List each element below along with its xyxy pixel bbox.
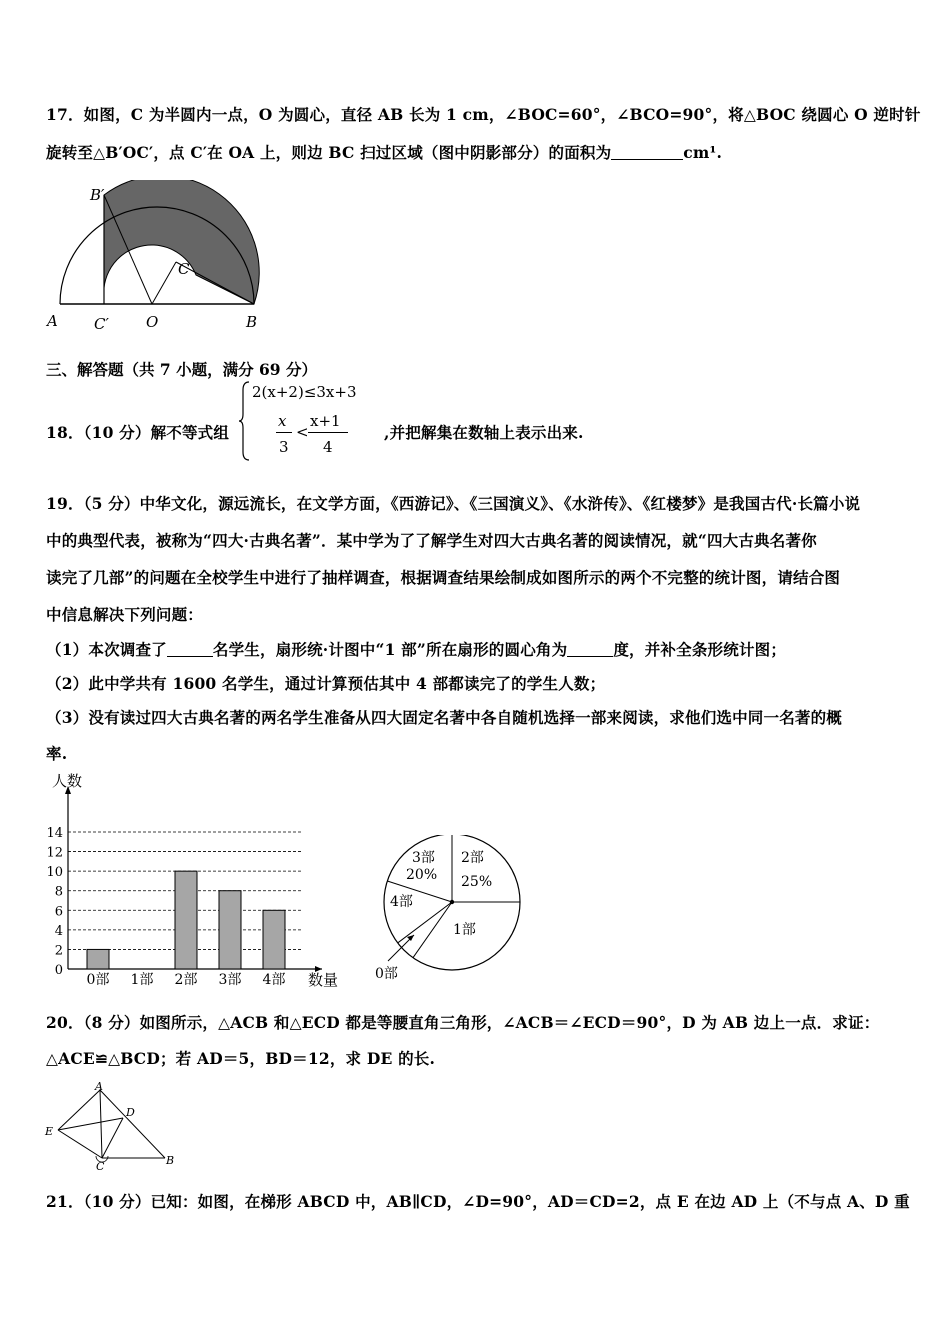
q19-part3-b: 率.	[46, 744, 68, 763]
bar-chart-x-tick: 3部	[218, 972, 242, 988]
bar-chart-y-tick: 8	[54, 884, 63, 900]
q20-figure	[40, 1080, 180, 1172]
q19-line4: 中信息解决下列问题：	[46, 605, 204, 624]
q17-label-b: B	[246, 313, 258, 331]
q19-line3: 读完了几部”的问题在全校学生中进行了抽样调查，根据调查结果绘制成如图所示的两个不完整的统计图，请结合图	[46, 568, 841, 587]
q17-unit: cm¹.	[683, 143, 723, 162]
q21-line1: 21．（10 分）已知：如图，在梯形 ABCD 中，AB∥CD，∠D=90°，AD＝CD=2，点 E 在边 AD 上（不与点 A、D 重	[46, 1192, 910, 1211]
q17-shaded-region	[104, 180, 259, 304]
bar-chart-y-tick: 12	[46, 845, 63, 861]
q20-label-c: C	[96, 1160, 105, 1172]
q20-label-e: E	[45, 1125, 54, 1138]
q18-fraction-bar-1	[276, 432, 292, 433]
pie-percent-3: 20%	[406, 867, 438, 883]
section-3-heading: 三、解答题（共 7 小题，满分 69 分）	[46, 360, 317, 379]
bar-chart-y-tick: 4	[54, 923, 63, 939]
bar-chart-y-tick: 0	[54, 963, 63, 978]
q17-label-c: C	[178, 260, 190, 278]
bar-chart-bar	[263, 910, 285, 969]
bar-chart-y-tick: 10	[46, 865, 63, 881]
bar-chart-y-tick: 6	[54, 904, 63, 920]
q19-bar-chart	[40, 770, 350, 995]
bar-chart-y-tick: 14	[46, 826, 63, 841]
pie-label-4: 4部	[390, 894, 413, 910]
q17-answer-blank	[611, 145, 683, 160]
q18-prefix: 18．（10 分）解不等式组	[46, 423, 230, 442]
q19-blank-2	[567, 642, 613, 657]
q17-line1: 17．如图，C 为半圆内一点，O 为圆心，直径 AB 长为 1 cm，∠BOC=60°，∠BCO=90°，将△BOC 绕圆心 O 逆时针	[46, 105, 921, 124]
q18-fraction-bar-2	[308, 432, 348, 433]
q19-line1: 19．（5 分）中华文化，源远流长，在文学方面，《西游记》、《三国演义》、《水浒传》、《红楼梦》是我国古代·长篇小说	[46, 494, 861, 513]
q18-inequality-1: 2(x+2)≤3x+3	[252, 383, 357, 401]
q18-num1: x	[278, 412, 287, 430]
q19-line2: 中的典型代表，被称为“四大·古典名著”．某中学为了了解学生对四大古典名著的阅读情况，就“四大古典名著你	[46, 531, 817, 550]
q17-label-bprime: B′	[90, 186, 105, 204]
pie-percent-2: 25%	[461, 874, 493, 890]
q18-lt: <	[296, 423, 309, 441]
bar-chart-x-tick: 0部	[86, 972, 110, 988]
bar-chart-x-tick: 1部	[130, 972, 154, 988]
q20-label-a: A	[95, 1080, 103, 1093]
q18-brace	[238, 380, 252, 462]
q20-label-d: D	[126, 1106, 135, 1119]
q18-den2: 4	[323, 438, 333, 456]
q18-num2: x+1	[310, 412, 341, 430]
q18-suffix: ,并把解集在数轴上表示出来.	[384, 423, 584, 442]
q19-part1-a: （1）本次调查了	[46, 640, 167, 659]
bar-chart-xlabel: 数量	[308, 971, 339, 989]
q20-line1: 20．（8 分）如图所示，△ACB 和△ECD 都是等腰直角三角形，∠ACB＝∠ECD＝90°，D 为 AB 边上一点．求证：	[46, 1013, 880, 1032]
q19-blank-1	[167, 642, 213, 657]
q17-figure	[44, 180, 264, 335]
q20-label-b: B	[166, 1154, 175, 1167]
q19-part1-b: 名学生，扇形统·计图中“1 部”所在扇形的圆心角为	[212, 640, 568, 659]
pie-label-2: 2部	[461, 850, 484, 866]
pie-label-1: 1部	[453, 922, 476, 938]
q18-den1: 3	[279, 438, 289, 456]
q19-part1-c: 度，并补全条形统计图；	[613, 640, 787, 659]
bar-chart-x-tick: 2部	[174, 972, 198, 988]
q17-label-a: A	[47, 312, 58, 330]
bar-chart-y-tick: 2	[54, 943, 63, 959]
bar-chart-ylabel: 人数	[52, 772, 83, 790]
bar-chart-bar	[175, 871, 197, 969]
pie-label-3: 3部	[412, 850, 435, 866]
q19-part3-a: （3）没有读过四大古典名著的两名学生准备从四大固定名著中各自随机选择一部来阅读，求他们选中同一名著的概	[46, 708, 842, 727]
pie-chart-center	[450, 900, 454, 904]
pie-label-0: 0部	[375, 966, 398, 982]
q17-line2-text: 旋转至△B′OC′，点 C′在 OA 上，则边 BC 扫过区域（图中阴影部分）的面积为	[46, 143, 612, 162]
q17-label-o: O	[146, 313, 159, 331]
q17-label-cprime: C′	[94, 315, 109, 333]
bar-chart-x-tick: 4部	[262, 972, 286, 988]
q17-line2	[46, 141, 722, 163]
q19-part2: （2）此中学共有 1600 名学生，通过计算预估其中 4 部都读完了的学生人数；	[46, 674, 606, 693]
q19-part1	[46, 638, 786, 660]
q19-pie-chart	[370, 835, 530, 995]
bar-chart-bar	[219, 891, 241, 969]
bar-chart-bar	[87, 949, 109, 969]
q20-line2: △ACE≌△BCD；若 AD＝5，BD＝12，求 DE 的长.	[46, 1049, 436, 1068]
